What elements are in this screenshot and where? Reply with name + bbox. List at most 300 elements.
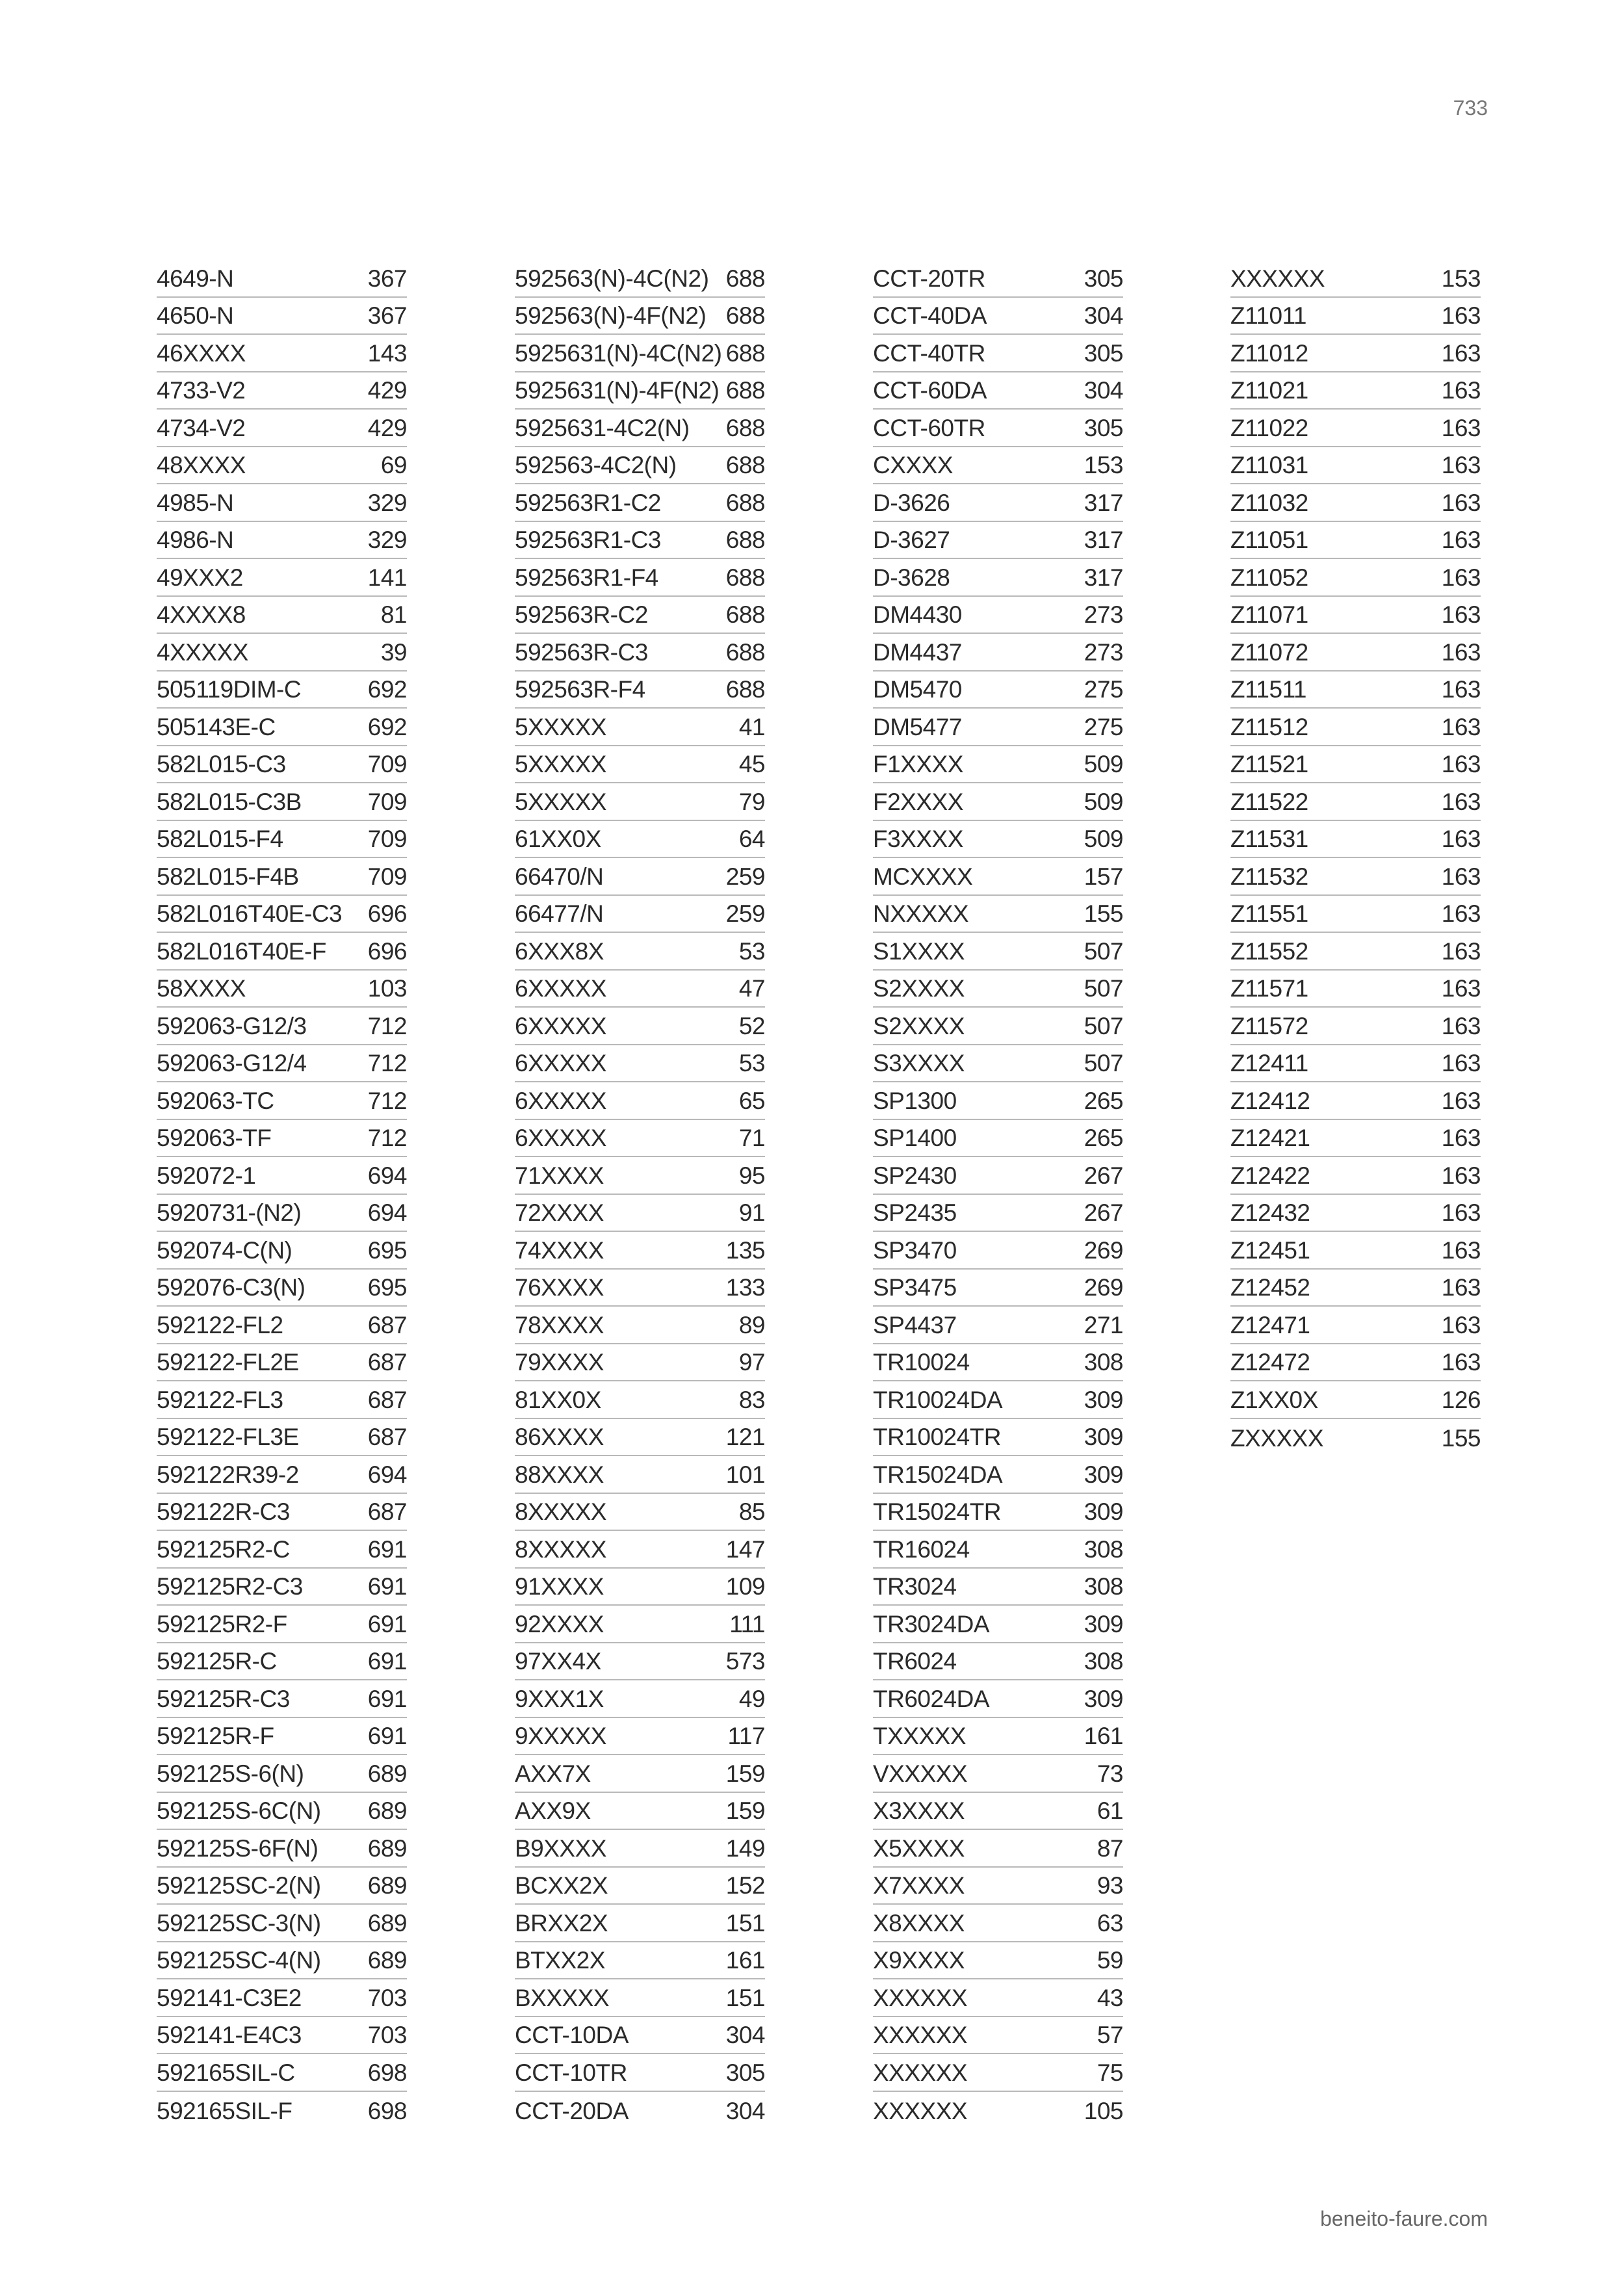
index-row — [515, 1344, 765, 1382]
index-code: Z11512 — [1230, 713, 1308, 740]
index-code: Z11511 — [1230, 676, 1306, 703]
index-row — [157, 896, 407, 933]
index-code: 505119DIM-C — [157, 676, 302, 703]
index-code: Z11051 — [1230, 527, 1308, 553]
index-row — [157, 1942, 407, 1980]
index-row — [873, 522, 1123, 560]
index-code: 592125R2-F — [157, 1610, 287, 1637]
index-code: SP1300 — [873, 1087, 957, 1114]
index-row — [1230, 559, 1481, 597]
index-code: 592165SIL-F — [157, 2098, 292, 2124]
index-page-ref: 688 — [725, 377, 765, 404]
index-row — [515, 298, 765, 335]
index-page-ref: 309 — [1084, 1461, 1123, 1488]
index-page-ref: 691 — [367, 1723, 407, 1749]
index-row — [873, 1381, 1123, 1419]
index-page-ref: 121 — [725, 1424, 765, 1450]
index-row — [515, 1755, 765, 1793]
index-page-ref: 41 — [738, 713, 765, 740]
index-row — [873, 1232, 1123, 1270]
index-page-ref: 163 — [1441, 937, 1481, 965]
index-page-ref: 507 — [1084, 975, 1123, 1002]
index-page-ref: 694 — [367, 1461, 407, 1488]
index-page-ref: 688 — [725, 527, 765, 553]
index-code: 592125R-C3 — [157, 1685, 290, 1712]
index-row — [873, 1120, 1123, 1158]
index-page-ref: 309 — [1084, 1685, 1123, 1712]
index-page-ref: 267 — [1084, 1199, 1123, 1226]
index-code: Z11011 — [1230, 302, 1306, 329]
index-page-ref: 75 — [1097, 2059, 1123, 2086]
index-row — [157, 1793, 407, 1831]
index-page-ref: 509 — [1084, 788, 1123, 815]
index-page-ref: 91 — [738, 1199, 765, 1226]
index-code: 66477/N — [515, 900, 604, 927]
index-page-ref: 163 — [1441, 676, 1481, 703]
index-page-ref: 163 — [1441, 377, 1481, 404]
index-row — [515, 559, 765, 597]
index-row — [515, 1868, 765, 1905]
index-code: 81XX0X — [515, 1386, 601, 1413]
index-page-ref: 304 — [725, 2022, 765, 2048]
index-code: Z11571 — [1230, 975, 1308, 1002]
index-code: Z11071 — [1230, 601, 1308, 628]
index-row — [157, 2054, 407, 2092]
index-code: Z11031 — [1230, 452, 1308, 478]
index-page-ref: 163 — [1441, 788, 1481, 815]
index-page-ref: 304 — [1084, 377, 1123, 404]
index-page-ref: 126 — [1441, 1386, 1481, 1413]
index-code: 5XXXXX — [515, 788, 606, 815]
index-code: F1XXXX — [873, 751, 963, 777]
index-code: Z12472 — [1230, 1349, 1310, 1376]
index-page-ref: 691 — [367, 1610, 407, 1637]
index-code: 8XXXXX — [515, 1535, 606, 1563]
index-code: 6XXXXX — [515, 975, 606, 1002]
index-code: TR3024DA — [873, 1610, 990, 1637]
index-page-ref: 687 — [367, 1311, 407, 1338]
index-code: 46XXXX — [157, 339, 246, 367]
index-page-ref: 305 — [1084, 414, 1123, 441]
index-code: 592563R1-C2 — [515, 489, 661, 516]
index-code: TR15024DA — [873, 1461, 1003, 1488]
index-code: XXXXXX — [1230, 265, 1325, 292]
index-code: 61XX0X — [515, 826, 601, 852]
index-code: Z11521 — [1230, 751, 1308, 777]
index-row — [873, 821, 1123, 859]
index-code: 592141-C3E2 — [157, 1984, 302, 2011]
index-code: Z12421 — [1230, 1125, 1310, 1151]
index-page-ref: 507 — [1084, 937, 1123, 965]
index-row — [157, 559, 407, 597]
index-page-ref: 688 — [725, 265, 765, 292]
index-page-ref: 53 — [738, 937, 765, 965]
index-code: 86XXXX — [515, 1424, 604, 1450]
index-row — [515, 1569, 765, 1606]
index-code: Z12411 — [1230, 1050, 1308, 1076]
index-row — [157, 672, 407, 709]
index-page-ref: 163 — [1441, 564, 1481, 591]
index-code: 592125SC-2(N) — [157, 1872, 321, 1899]
index-page-ref: 151 — [725, 1984, 765, 2011]
index-row — [515, 783, 765, 821]
index-code: 592125SC-3(N) — [157, 1909, 321, 1937]
index-code: 592063-TF — [157, 1125, 272, 1151]
index-page-ref: 698 — [367, 2059, 407, 2086]
index-page-ref: 688 — [725, 302, 765, 329]
index-column-2 — [515, 260, 765, 2129]
index-row — [157, 1979, 407, 2017]
index-page-ref: 309 — [1084, 1386, 1123, 1413]
index-page-ref: 688 — [725, 452, 765, 478]
index-page-ref: 265 — [1084, 1087, 1123, 1114]
index-code: SP2435 — [873, 1199, 957, 1226]
index-row — [1230, 634, 1481, 672]
index-code: 592122-FL3 — [157, 1386, 283, 1413]
index-page-ref: 43 — [1097, 1984, 1123, 2011]
index-code: 74XXXX — [515, 1236, 604, 1264]
index-page-ref: 275 — [1084, 676, 1123, 703]
index-code: 72XXXX — [515, 1199, 604, 1226]
index-page-ref: 71 — [738, 1125, 765, 1151]
index-code: D-3627 — [873, 527, 950, 553]
index-code: D-3626 — [873, 489, 950, 516]
index-code: CCT-20TR — [873, 265, 985, 292]
index-code: BTXX2X — [515, 1947, 605, 1974]
index-page-ref: 153 — [1441, 265, 1481, 292]
index-code: Z11032 — [1230, 489, 1308, 516]
index-code: TR10024DA — [873, 1386, 1003, 1413]
index-code: 582L015-F4 — [157, 826, 283, 852]
index-page-ref: 45 — [738, 751, 765, 777]
index-row — [1230, 709, 1481, 746]
index-page-ref: 152 — [725, 1872, 765, 1899]
index-row — [873, 484, 1123, 522]
index-code: 5925631(N)-4C(N2) — [515, 339, 722, 367]
index-code: TR16024 — [873, 1535, 970, 1563]
index-row — [1230, 858, 1481, 896]
index-row — [515, 447, 765, 485]
index-code: MCXXXX — [873, 863, 973, 890]
index-code: CCT-60TR — [873, 414, 985, 441]
index-code: 592122-FL3E — [157, 1424, 299, 1450]
index-page-ref: 712 — [367, 1087, 407, 1114]
index-row — [873, 559, 1123, 597]
index-column-4 — [1230, 260, 1481, 1456]
index-row — [873, 1755, 1123, 1793]
index-row — [873, 1905, 1123, 1942]
index-page-ref: 691 — [367, 1648, 407, 1675]
index-page-ref: 689 — [367, 1909, 407, 1937]
index-code: CCT-10TR — [515, 2059, 627, 2086]
index-code: BCXX2X — [515, 1872, 608, 1899]
index-code: 5925631-4C2(N) — [515, 414, 690, 441]
index-code: Z11531 — [1230, 826, 1308, 852]
index-row — [157, 1270, 407, 1307]
index-code: 592125R-F — [157, 1723, 274, 1749]
index-page-ref: 308 — [1084, 1573, 1123, 1600]
index-page-ref: 696 — [367, 900, 407, 927]
index-code: 91XXXX — [515, 1573, 604, 1600]
index-row — [515, 1082, 765, 1120]
index-row — [515, 1270, 765, 1307]
index-row — [873, 1456, 1123, 1494]
index-page-ref: 101 — [725, 1461, 765, 1488]
index-row — [157, 484, 407, 522]
index-page-ref: 163 — [1441, 1050, 1481, 1076]
index-row — [157, 1718, 407, 1756]
index-code: XXXXXX — [873, 2059, 968, 2086]
index-row — [515, 1531, 765, 1569]
index-row — [157, 1232, 407, 1270]
index-code: 592125SC-4(N) — [157, 1947, 321, 1974]
index-row — [873, 896, 1123, 933]
index-page-ref: 83 — [738, 1386, 765, 1413]
index-page-ref: 151 — [725, 1909, 765, 1937]
index-page-ref: 688 — [725, 414, 765, 441]
index-row — [157, 372, 407, 410]
index-page-ref: 135 — [725, 1236, 765, 1264]
index-row — [515, 1830, 765, 1868]
index-code: 592125R-C — [157, 1648, 277, 1675]
index-row — [873, 298, 1123, 335]
index-code: 8XXXXX — [515, 1498, 606, 1525]
index-page-ref: 304 — [725, 2098, 765, 2124]
index-page-ref: 309 — [1084, 1424, 1123, 1450]
index-code: AXX7X — [515, 1760, 591, 1787]
index-page-ref: 692 — [367, 676, 407, 703]
index-page-ref: 163 — [1441, 751, 1481, 777]
index-row — [873, 1270, 1123, 1307]
index-page-ref: 696 — [367, 937, 407, 965]
index-page-ref: 163 — [1441, 1199, 1481, 1226]
index-code: TR6024DA — [873, 1685, 990, 1712]
index-row — [157, 1905, 407, 1942]
index-page-ref: 163 — [1441, 1012, 1481, 1039]
index-row — [515, 522, 765, 560]
index-row — [873, 1008, 1123, 1045]
index-code: 58XXXX — [157, 975, 246, 1002]
index-code: X5XXXX — [873, 1834, 965, 1862]
index-row — [873, 933, 1123, 971]
index-row — [873, 372, 1123, 410]
index-code: 592563(N)-4C(N2) — [515, 265, 709, 292]
index-row — [873, 783, 1123, 821]
index-code: 6XXXXX — [515, 1125, 606, 1151]
index-code: 4XXXX8 — [157, 601, 246, 628]
index-row — [157, 1008, 407, 1045]
index-code: 592165SIL-C — [157, 2059, 295, 2086]
index-code: 592125S-6C(N) — [157, 1797, 321, 1824]
index-page-ref: 163 — [1441, 452, 1481, 478]
index-page-ref: 163 — [1441, 1162, 1481, 1189]
index-page-ref: 163 — [1441, 414, 1481, 441]
index-row — [515, 1643, 765, 1681]
index-row — [157, 1830, 407, 1868]
index-page-ref: 163 — [1441, 1087, 1481, 1114]
index-code: 505143E-C — [157, 713, 276, 740]
index-code: 592076-C3(N) — [157, 1274, 305, 1301]
index-page-ref: 273 — [1084, 638, 1123, 666]
index-code: 592563R-C3 — [515, 638, 648, 666]
index-code: X9XXXX — [873, 1947, 965, 1974]
index-row — [157, 821, 407, 859]
index-code: 582L015-F4B — [157, 863, 299, 890]
index-row — [873, 2054, 1123, 2092]
index-row — [515, 634, 765, 672]
index-column-1 — [157, 260, 407, 2129]
index-code: CCT-60DA — [873, 377, 987, 404]
index-row — [873, 1082, 1123, 1120]
index-row — [157, 971, 407, 1008]
index-code: 71XXXX — [515, 1162, 604, 1189]
index-page-ref: 269 — [1084, 1274, 1123, 1301]
index-page-ref: 573 — [725, 1648, 765, 1675]
index-row — [157, 634, 407, 672]
index-row — [157, 1643, 407, 1681]
index-page-ref: 267 — [1084, 1162, 1123, 1189]
index-code: TR15024TR — [873, 1498, 1002, 1525]
index-row — [515, 410, 765, 447]
index-page-ref: 269 — [1084, 1236, 1123, 1264]
index-code: 592141-E4C3 — [157, 2022, 302, 2048]
index-page-ref: 39 — [380, 638, 407, 666]
index-code: 4733-V2 — [157, 377, 246, 404]
index-page-ref: 688 — [725, 601, 765, 628]
index-code: 582L015-C3B — [157, 788, 302, 815]
index-page-ref: 367 — [367, 265, 407, 292]
index-row — [1230, 1381, 1481, 1419]
index-page-ref: 691 — [367, 1535, 407, 1563]
index-page-ref: 689 — [367, 1797, 407, 1824]
index-code: SP4437 — [873, 1311, 957, 1338]
index-row — [1230, 335, 1481, 372]
index-code: TXXXXX — [873, 1723, 966, 1749]
index-row — [515, 1606, 765, 1643]
index-row — [1230, 372, 1481, 410]
index-page-ref: 73 — [1097, 1760, 1123, 1787]
index-code: 6XXXXX — [515, 1050, 606, 1076]
index-row — [515, 372, 765, 410]
index-code: TR6024 — [873, 1648, 957, 1675]
index-page-ref: 265 — [1084, 1125, 1123, 1151]
index-page-ref: 688 — [725, 638, 765, 666]
index-row — [1230, 597, 1481, 634]
index-page-ref: 81 — [380, 601, 407, 628]
index-page-ref: 367 — [367, 302, 407, 329]
index-code: TR10024TR — [873, 1424, 1002, 1450]
index-row — [515, 335, 765, 372]
index-row — [873, 1979, 1123, 2017]
index-page-ref: 65 — [738, 1087, 765, 1114]
index-row — [873, 746, 1123, 784]
index-page-ref: 687 — [367, 1498, 407, 1525]
index-code: 92XXXX — [515, 1610, 604, 1637]
index-page-ref: 105 — [1084, 2098, 1123, 2124]
index-page-ref: 305 — [1084, 265, 1123, 292]
index-page-ref: 317 — [1084, 527, 1123, 553]
index-page-ref: 688 — [725, 564, 765, 591]
index-page-ref: 509 — [1084, 826, 1123, 852]
index-row — [157, 2092, 407, 2130]
index-code: 582L016T40E-F — [157, 937, 326, 965]
index-page-ref: 689 — [367, 1872, 407, 1899]
index-page-ref: 329 — [367, 527, 407, 553]
index-page-ref: 149 — [725, 1834, 765, 1862]
index-code: Z11021 — [1230, 377, 1308, 404]
index-row — [157, 1680, 407, 1718]
index-code: Z11012 — [1230, 339, 1308, 367]
index-page-ref: 52 — [738, 1012, 765, 1039]
index-code: Z11552 — [1230, 937, 1308, 965]
index-page-ref: 271 — [1084, 1311, 1123, 1338]
index-code: 592074-C(N) — [157, 1236, 292, 1264]
index-page-ref: 275 — [1084, 713, 1123, 740]
index-row — [157, 1419, 407, 1457]
index-page-ref: 308 — [1084, 1535, 1123, 1563]
index-code: DM5477 — [873, 713, 962, 740]
index-row — [1230, 746, 1481, 784]
index-row — [1230, 298, 1481, 335]
index-row — [157, 1120, 407, 1158]
index-code: DM4437 — [873, 638, 962, 666]
index-page-ref: 141 — [367, 564, 407, 591]
index-code: X7XXXX — [873, 1872, 965, 1899]
index-page-ref: 103 — [367, 975, 407, 1002]
index-row — [873, 2017, 1123, 2055]
index-row — [515, 1905, 765, 1942]
index-row — [873, 1569, 1123, 1606]
index-page-ref: 709 — [367, 863, 407, 890]
index-page-ref: 317 — [1084, 564, 1123, 591]
index-code: CCT-10DA — [515, 2022, 629, 2048]
index-page-ref: 53 — [738, 1050, 765, 1076]
index-row — [157, 1344, 407, 1382]
index-page-ref: 163 — [1441, 1236, 1481, 1264]
index-row — [1230, 447, 1481, 485]
index-code: Z12412 — [1230, 1087, 1310, 1114]
index-row — [873, 1830, 1123, 1868]
index-code: 6XXXXX — [515, 1012, 606, 1039]
index-page-ref: 709 — [367, 751, 407, 777]
index-page-ref: 694 — [367, 1199, 407, 1226]
index-row — [873, 335, 1123, 372]
index-row — [157, 1456, 407, 1494]
index-page-ref: 689 — [367, 1947, 407, 1974]
index-page-ref: 93 — [1097, 1872, 1123, 1899]
index-page-ref: 695 — [367, 1236, 407, 1264]
index-code: AXX9X — [515, 1797, 591, 1824]
index-row — [873, 1195, 1123, 1233]
index-page-ref: 688 — [725, 676, 765, 703]
index-page-ref: 61 — [1097, 1797, 1123, 1824]
index-page-ref: 273 — [1084, 601, 1123, 628]
index-code: 592122-FL2 — [157, 1311, 283, 1338]
index-page-ref: 109 — [725, 1573, 765, 1600]
index-page-ref: 69 — [380, 452, 407, 478]
index-row — [873, 1718, 1123, 1756]
index-row — [1230, 522, 1481, 560]
index-code: DM4430 — [873, 601, 962, 628]
index-page-ref: 163 — [1441, 1311, 1481, 1338]
index-code: XXXXXX — [873, 1984, 968, 2011]
index-code: 592563R1-C3 — [515, 527, 661, 553]
index-page-ref: 709 — [367, 788, 407, 815]
index-row — [1230, 896, 1481, 933]
index-code: SP3470 — [873, 1236, 957, 1264]
index-page-ref: 691 — [367, 1685, 407, 1712]
index-row — [1230, 1232, 1481, 1270]
